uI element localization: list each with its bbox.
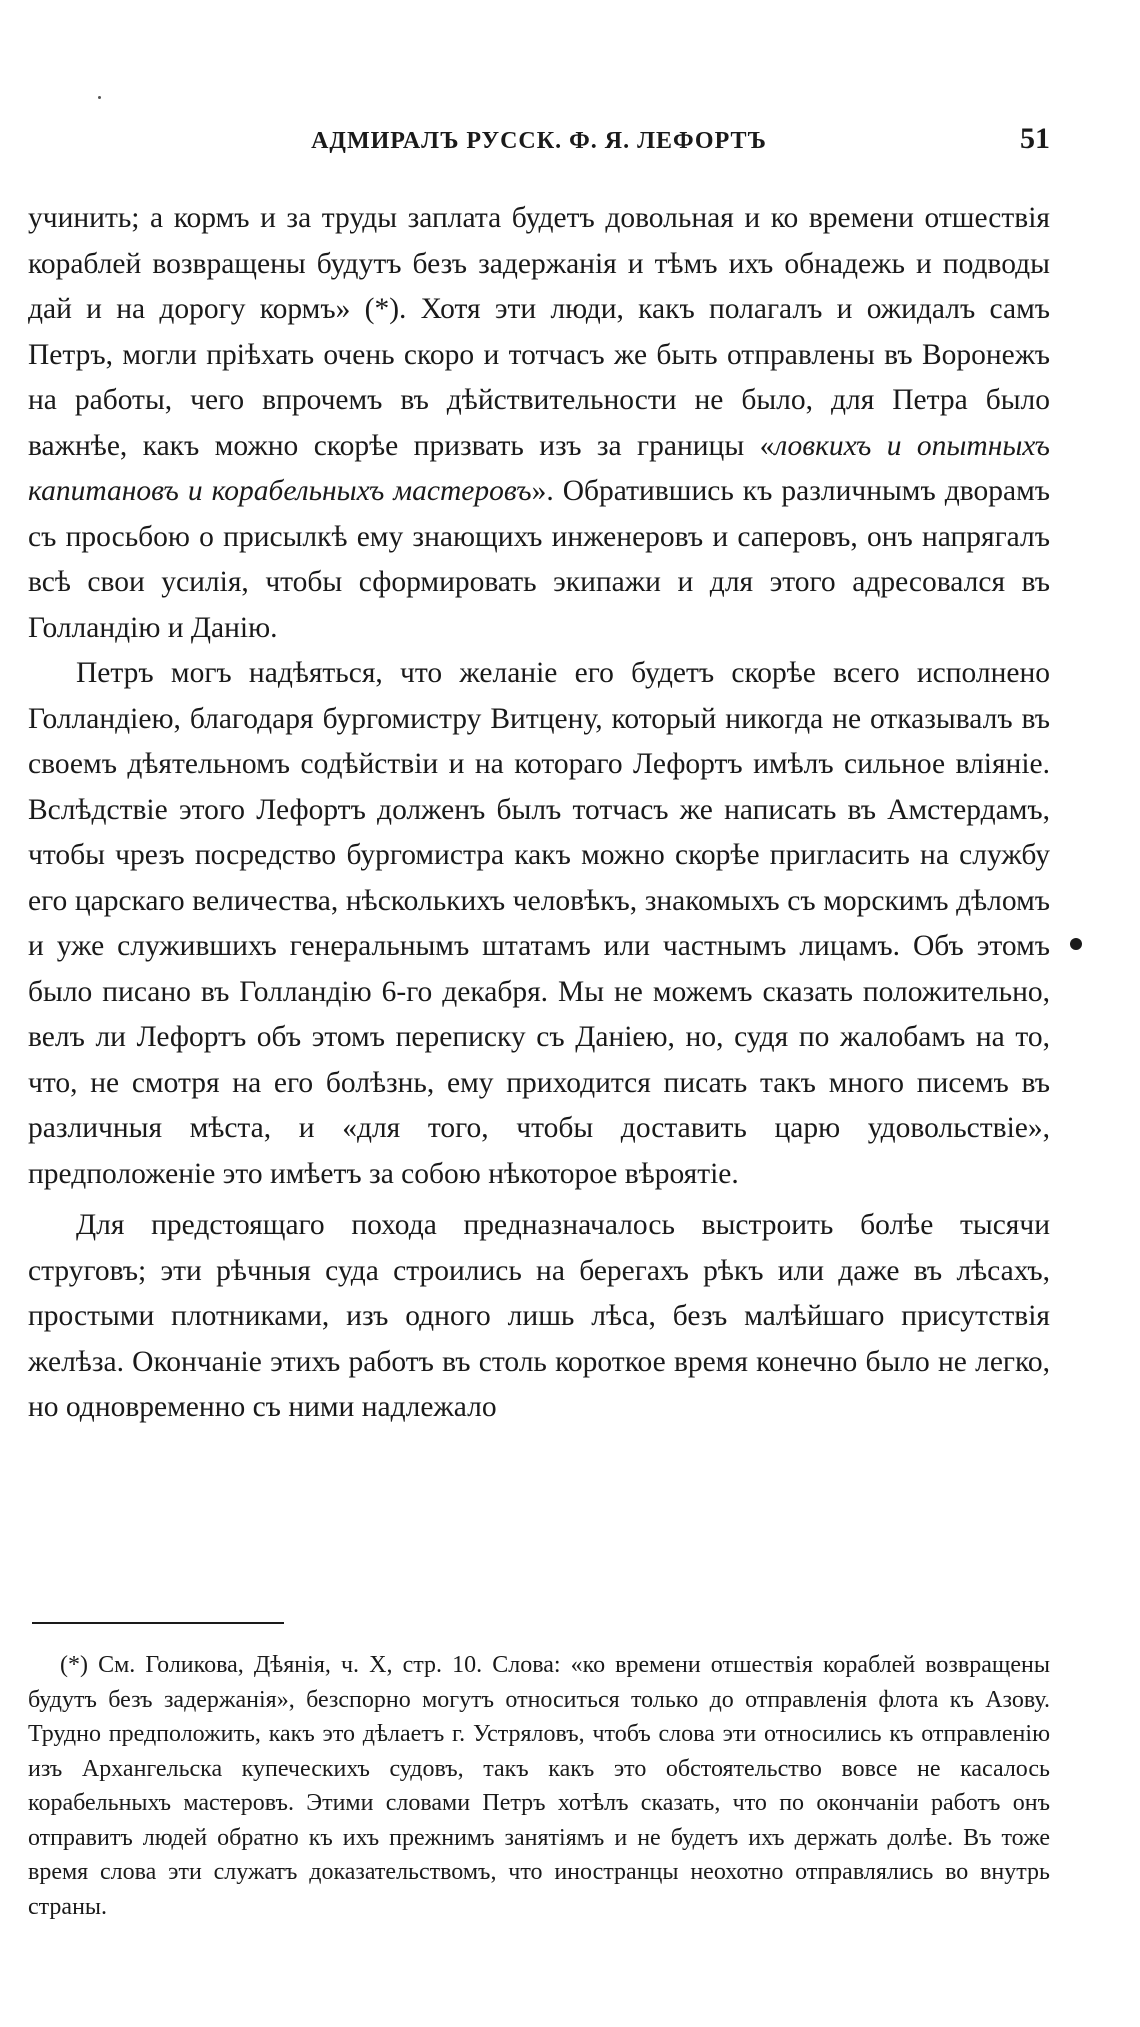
paragraph-3: Для предстоящаго похода предназначалось выстроить болѣе тысячи струговъ; эти рѣчныя суда строились на берегахъ рѣкъ или даже въ лѣсахъ, простыми плотниками, изъ одного лишь лѣса, безъ малѣйшаго присутствія желѣза. Окончаніе этихъ работъ въ столь короткое время конечно было не легко, но одновременно съ ними надлежало: [28, 1209, 1050, 1423]
paragraph-1-text: учинить; а кормъ и за труды заплата будетъ довольная и ко времени отшествія кораблей возвращены будутъ безъ задержанія и тѣмъ ихъ обнадежь и подводы дай и на дорогу кормъ» (*). Хотя эти люди, какъ полагалъ и ожидалъ самъ Петръ, могли пріѣхать очень скоро и тотчасъ же быть отправлены въ Воронежъ на работы, чего впрочемъ въ дѣйствительности не было, для Петра было важнѣе, какъ можно скорѣе призвать изъ за границы «: [28, 202, 1050, 462]
running-head: АДМИРАЛЪ РУССК. Ф. Я. ЛЕФОРТЪ: [311, 128, 767, 154]
paragraph-2: Петръ могъ надѣяться, что желаніе его будетъ скорѣе всего исполнено Голландіею, благодаря бургомистру Витцену, который никогда не отказывалъ въ своемъ дѣятельномъ содѣйствіи и на котораго Лефортъ имѣлъ сильное вліяніе. Вслѣдствіе этого Лефортъ долженъ былъ тотчасъ же написать въ Амстердамъ, чтобы чрезъ посредство бургомистра какъ можно скорѣе пригласить на службу его царскаго величества, нѣсколькихъ человѣкъ, знакомыхъ съ морскимъ дѣломъ и уже служившихъ генеральнымъ штатамъ или частнымъ лицамъ. Объ этомъ было писано въ Голландію 6-го декабря. Мы не можемъ сказать положительно, велъ ли Лефортъ объ этомъ переписку съ Даніею, но, судя по жалобамъ на то, что, не смотря на его болѣзнь, ему приходится писать такъ много писемъ въ различныя мѣста, и «для того, чтобы доставить царю удовольствіе», предположеніе это имѣетъ за собою нѣкоторое вѣроятіе.: [28, 657, 1050, 1190]
footnote: (*) См. Голикова, Дѣянія, ч. X, стр. 10. Слова: «ко времени отшествія кораблей возвращены будутъ безъ задержанія», безспорно могутъ относиться только до отправленія флота къ Азову. Трудно предположить, какъ это дѣлаетъ г. Устряловъ, чтобъ слова эти относились къ отправленію изъ Архангельска купеческихъ судовъ, такъ какъ это обстоятельство вовсе не касалось корабельныхъ мастеровъ. Этими словами Петръ хотѣлъ сказать, что по окончаніи работъ онъ отправитъ людей обратно къ ихъ прежнимъ занятіямъ и не будетъ ихъ держать долѣе. Въ тоже время слова эти служатъ доказательствомъ, что иностранцы неохотно отправлялись во внутрь страны.: [28, 1652, 1050, 1920]
main-text: [28, 196, 1050, 1431]
page-header: [28, 118, 1050, 168]
page-number: 51: [1020, 122, 1050, 155]
italic-phrase: ловкихъ и опытныхъ капитановъ и корабельныхъ мастеровъ: [28, 429, 1050, 507]
scan-speck: [98, 96, 101, 99]
paragraph-1-tail: ». Обратившись къ различнымъ дворамъ съ просьбою о присылкѣ ему знающихъ инженеровъ и саперовъ, онъ напрягалъ всѣ свои усилія, чтобы сформировать экипажи и для этого адресовался въ Голландію и Данію.: [28, 475, 1050, 644]
footnote-rule: [32, 1622, 284, 1624]
paragraph-1: [28, 196, 1050, 651]
margin-ink-dot: [1070, 938, 1082, 950]
